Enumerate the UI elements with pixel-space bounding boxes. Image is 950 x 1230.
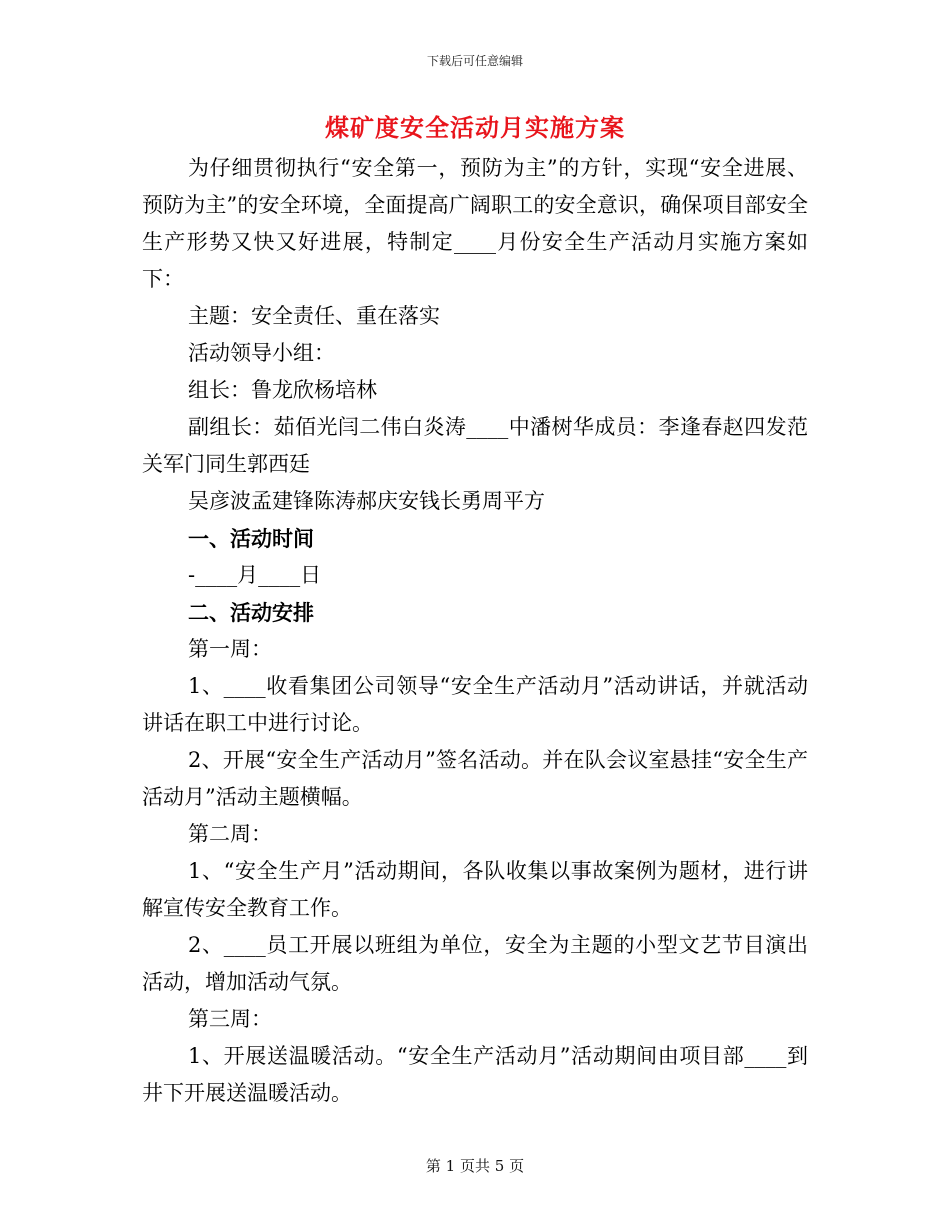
week-two-item-2: 2、____员工开展以班组为单位，安全为主题的小型文艺节目演出活动，增加活动气氛。 [142, 933, 808, 994]
week-three-heading: 第三周： [188, 1007, 272, 1031]
page-footer: 第 1 页共 5 页 [425, 1157, 525, 1175]
week-one-item-2: 2、开展“安全生产活动月”签名活动。并在队会议室悬挂“安全生产活动月”活动主题横幅。 [142, 748, 808, 809]
intro-paragraph: 为仔细贯彻执行“安全第一，预防为主”的方针，实现“安全进展、预防为主”的安全环境，全面提高广阔职工的安全意识，确保项目部安全生产形势又快又好进展，特制定____月份安全生产活动月实施方案如下： [142, 156, 808, 291]
header-note: 下载后可任意编辑 [426, 54, 523, 68]
section-heading-arrangement: 二、活动安排 [188, 600, 314, 625]
group-leader-line: 组长：鲁龙欣杨培林 [188, 378, 377, 402]
members-line: 吴彦波孟建锋陈涛郝庆安钱长勇周平方 [188, 489, 545, 513]
leadership-group-heading: 活动领导小组： [188, 341, 335, 365]
activity-date-line: -____月____日 [188, 563, 322, 587]
deputy-leader-line: 副组长：茹佰光闫二伟白炎涛____中潘树华成员：李逢春赵四发范关军门同生郭西廷 [142, 415, 808, 476]
week-two-item-1: 1、“安全生产月”活动期间，各队收集以事故案例为题材，进行讲解宣传安全教育工作。 [142, 859, 808, 920]
theme-line: 主题：安全责任、重在落实 [188, 304, 440, 328]
section-heading-time: 一、活动时间 [188, 526, 314, 551]
document-body [142, 150, 808, 1112]
document-title: 煤矿度安全活动月实施方案 [325, 113, 625, 142]
week-one-item-1: 1、____收看集团公司领导“安全生产活动月”活动讲话，并就活动讲话在职工中进行讨论。 [142, 674, 808, 735]
week-one-heading: 第一周： [188, 637, 272, 661]
week-three-item-1: 1、开展送温暖活动。“安全生产活动月”活动期间由项目部____到井下开展送温暖活动。 [142, 1044, 808, 1105]
week-two-heading: 第二周： [188, 822, 272, 846]
